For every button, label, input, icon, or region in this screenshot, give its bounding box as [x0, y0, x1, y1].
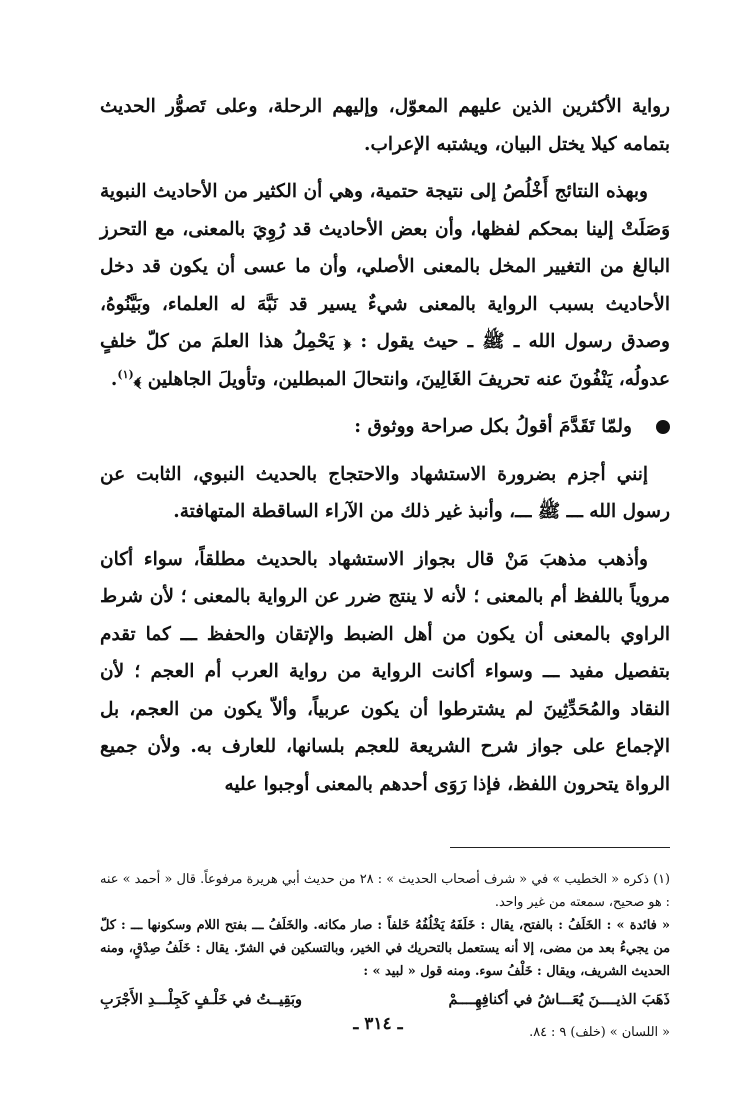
poetry-verse	[100, 985, 670, 1015]
paragraph-2	[100, 173, 670, 398]
verse-second-hemistich: وبَقِيــتُ في خَلْـفٍ كَجِلْـــدِ الأَجْرَبِ	[100, 991, 303, 1008]
footnote-1: (١) ذكره « الخطيب » في « شرف أصحاب الحديث » : ٢٨ من حديث أبي هريرة مرفوعاً. قال « أحمد » عنه : هو صحيح، سمعته من غير واحد.	[100, 872, 670, 910]
footnote-2: « فائدة » : الخَلَفُ : بالفتح، يقال : خَلَفَهُ يَخْلُفُهُ خَلفاً : صار مكانه. والخَلَفُ ـــ بفتح اللام وسكونها ـــ : كلّ من يجيءُ بعد من مضى، إلا أنه يستعمل بالتحريك في الخير، وبالتسكين في الشرّ. يقال : خَلَفُ صِدْقٍ، ومنه الحديث الشريف، ويقال : خَلْفُ سوء. ومنه قول « لبيد » :	[100, 918, 670, 979]
bullet-dot-icon	[656, 420, 670, 434]
paragraph-4: وأذهب مذهبَ مَنْ قال بجواز الاستشهاد بالحديث مطلقاً، سواء أكان مروياً باللفظ أم بالمعنى ؛ لأنه لا ينتج ضرر عن الرواية بالمعنى ؛ لأن شرط الراوي بالمعنى أن يكون من أهل الضبط والإتقان والحفظ ـــ كما تقدم بتفصيل مفيد ـــ وسواء أكانت الرواية من رواية العرب أم العجم ؛ لأن النقاد والمُحَدِّثِينَ لم يشترطوا أن يكون عربياً، وألاّ يكون من العجم، بل الإجماع على جواز شرح الشريعة للعجم بلسانها، للعارف به. ولأن جميع الرواة يتحرون اللفظ، فإذا رَوَى أحدهم بالمعنى أوجبوا عليه	[100, 548, 670, 795]
page-content	[100, 88, 670, 1078]
footnote-divider	[450, 847, 670, 848]
verse-first-hemistich: ذَهَبَ الذيــــنَ يُعَـــاشُ في أكنافِهِــــمْ	[448, 991, 670, 1008]
paragraph-2-text: وبهذه النتائج أَخْلُصُ إلى نتيجة حتمية، وهي أن الكثير من الأحاديث النبوية وَصَلَتْ إلينا بمحكم لفظها، وأن بعض الأحاديث قد رُوِيَ بالمعنى، مع التحرز البالغ من التغيير المخل بالمعنى الأصلي، وأن ما عسى أن يكون قد دخل الأحاديث بسبب الرواية بالمعنى شيءٌ يسير قد نَبَّهَ له العلماء، وبَيَّنُوهُ، وصدق رسول الله ـ ﷺ ـ حيث يقول : ﴿ يَحْمِلُ هذا العلمَ من كلّ خلفٍ عدولُه، يَنْفُونَ عنه تحريفَ الغَالِينَ، وانتحالَ المبطلين، وتأويلَ الجاهلين ﴾	[100, 181, 670, 390]
footnote-3: « اللسان » (خلف) ٩ : ٨٤.	[529, 1025, 670, 1040]
bullet-text: ولمّا تَقَدَّمَ أقولُ بكل صراحة ووثوق :	[354, 416, 632, 437]
paragraph-2-end: .	[110, 368, 118, 390]
paragraph-3: إنني أجزم بضرورة الاستشهاد والاحتجاج بالحديث النبوي، الثابت عن رسول الله ـــ ﷺ ـــ، وأنبذ غير ذلك من الآراء الساقطة المتهافتة.	[100, 463, 670, 522]
footnote-ref[interactable]: (١)	[117, 367, 134, 381]
page-number: ـ ٣١٤ ـ	[353, 1014, 403, 1034]
paragraph-1: رواية الأكثرين الذين عليهم المعوّل، وإليهم الرحلة، وعلى تَصوُّر الحديث بتمامه كيلا يختل البيان، ويشتبه الإعراب.	[100, 96, 670, 155]
bullet-statement	[100, 408, 670, 446]
